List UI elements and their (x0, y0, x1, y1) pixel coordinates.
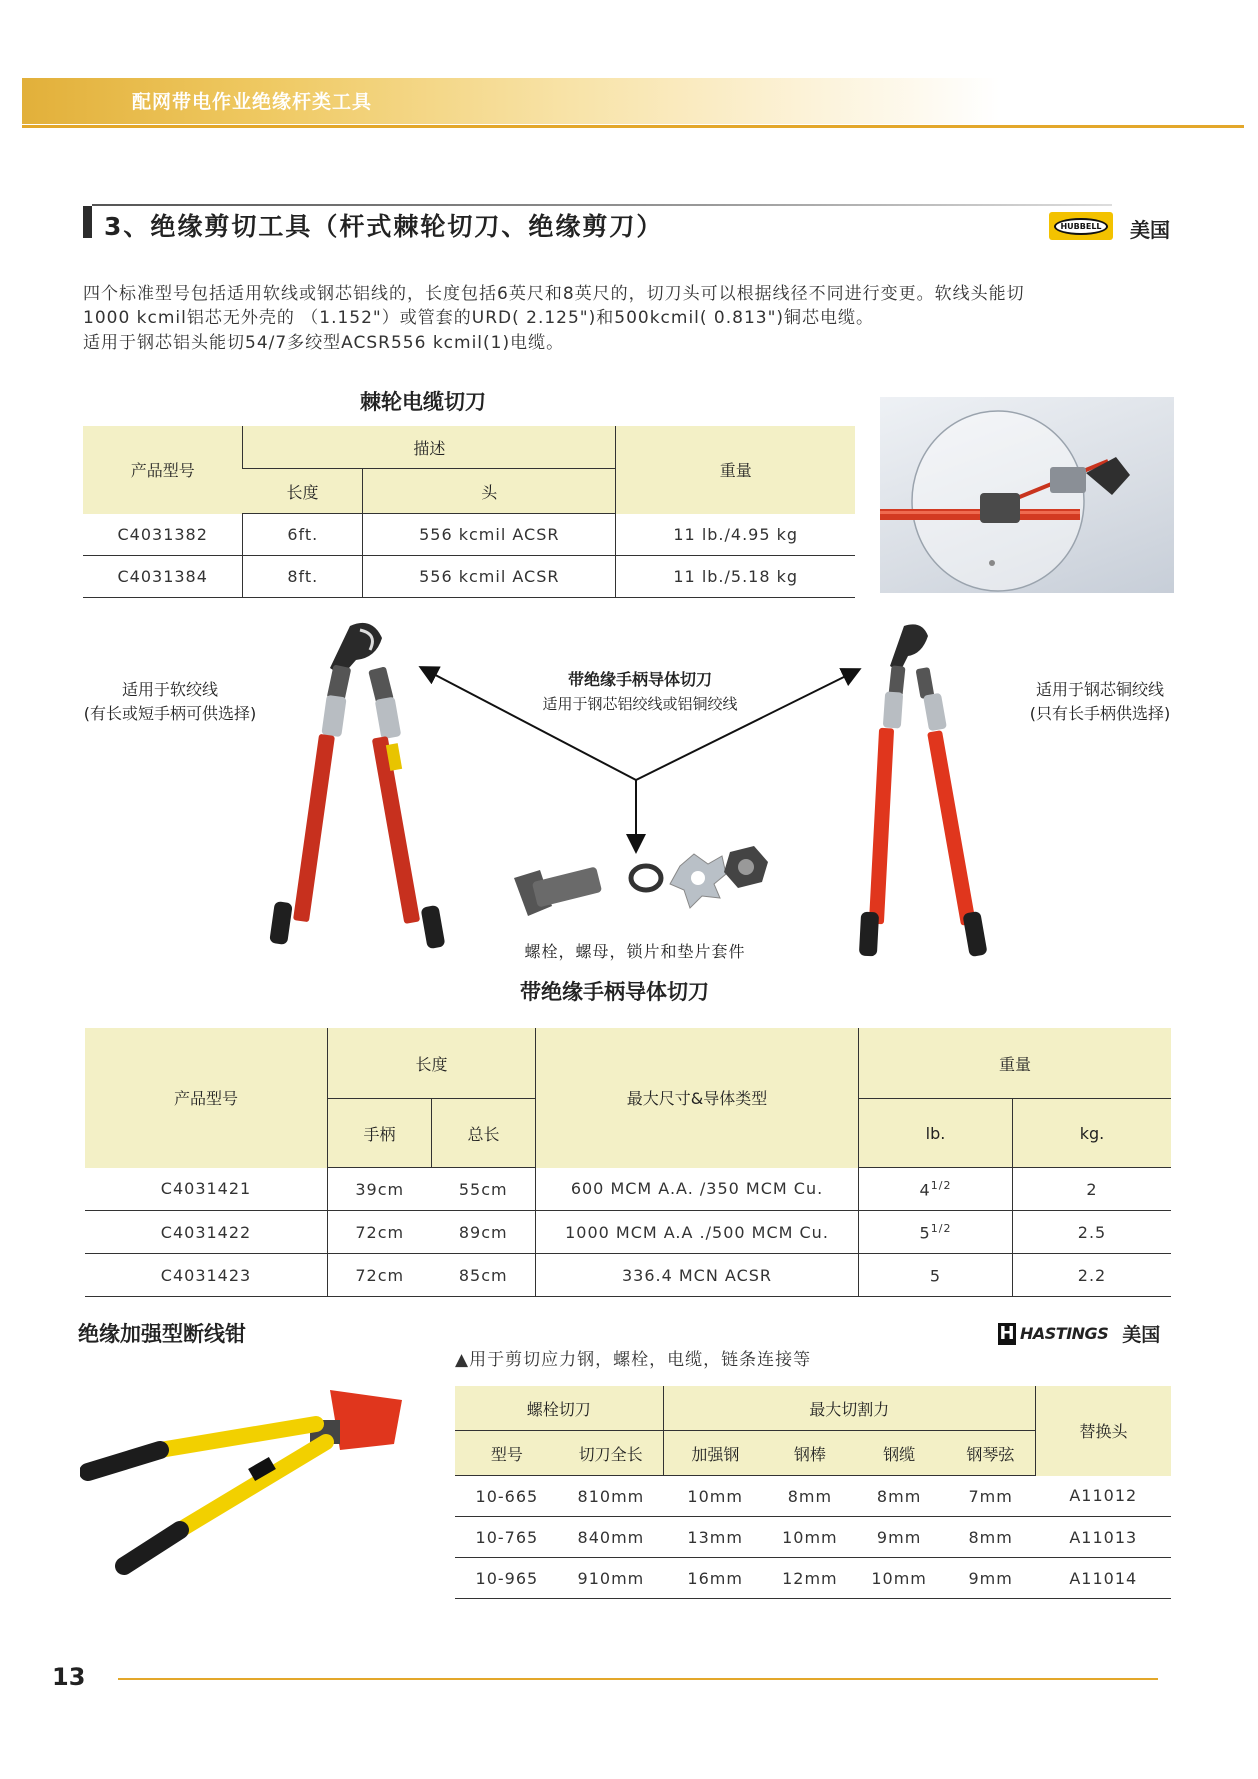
cell-rod: 8mm (767, 1476, 852, 1517)
table-row (85, 1211, 1171, 1254)
cell-max-size: 1000 MCM A.A ./500 MCM Cu. (536, 1211, 859, 1254)
cell-wire: 9mm (946, 1558, 1036, 1599)
table-row (455, 1517, 1171, 1558)
cell-handle: 39cm (328, 1168, 432, 1211)
cell-kg: 2.2 (1013, 1254, 1172, 1297)
cell-total: 55cm (432, 1168, 536, 1211)
section-country: 美国 (1130, 218, 1170, 242)
col-head: 头 (363, 469, 616, 514)
cell-model: 10-665 (455, 1476, 559, 1517)
cell-length: 810mm (559, 1476, 663, 1517)
cell-length: 6ft. (243, 514, 363, 556)
table-row (85, 1254, 1171, 1297)
cell-cable: 9mm (852, 1517, 945, 1558)
section-title: 3、绝缘剪切工具（杆式棘轮切刀、绝缘剪刀） (104, 212, 664, 241)
col-rod: 钢棒 (767, 1431, 852, 1476)
col-max-size: 最大尺寸&导体类型 (536, 1028, 859, 1168)
hastings-country: 美国 (1122, 1324, 1161, 1346)
table-row (455, 1476, 1171, 1517)
col-kg: kg. (1013, 1099, 1172, 1168)
col-model: 产品型号 (85, 1028, 328, 1168)
cell-wire: 8mm (946, 1517, 1036, 1558)
cell-total: 89cm (432, 1211, 536, 1254)
ratchet-cutter-table (83, 426, 855, 598)
col-length: 长度 (328, 1028, 536, 1099)
callout-center-sub: 适用于钢芯铝绞线或铝铜绞线 (542, 695, 738, 713)
col-group-bolt-cutter: 螺栓切刀 (455, 1386, 663, 1431)
cell-rod: 10mm (767, 1517, 852, 1558)
lb-frac: 1/2 (930, 1178, 952, 1192)
col-wire: 钢琴弦 (946, 1431, 1036, 1476)
hastings-logo (998, 1320, 1160, 1347)
table-row (83, 556, 855, 598)
cell-model: C4031382 (83, 514, 243, 556)
callout-left-line2: (有长或短手柄可供选择) (83, 704, 257, 723)
cell-model: 10-965 (455, 1558, 559, 1599)
parts-caption: 螺栓，螺母，锁片和垫片套件 (524, 942, 746, 961)
footer-rule (118, 1678, 1158, 1680)
table-row (455, 1558, 1171, 1599)
bolt-cutter-description: ▲用于剪切应力钢，螺栓，电缆，链条连接等 (455, 1350, 812, 1370)
col-total: 总长 (432, 1099, 536, 1168)
cell-lb (859, 1211, 1013, 1254)
conductor-cutter-table (85, 1028, 1171, 1297)
cell-hardened: 13mm (663, 1517, 767, 1558)
cell-wire: 7mm (946, 1476, 1036, 1517)
cell-total: 85cm (432, 1254, 536, 1297)
cell-rod: 12mm (767, 1558, 852, 1599)
hubbell-logo (1049, 212, 1113, 240)
cell-handle: 72cm (328, 1211, 432, 1254)
cell-length: 840mm (559, 1517, 663, 1558)
section-marker (83, 206, 92, 238)
intro-line-2: 1000 kcmil铝芯无外壳的 （1.152"）或管套的URD( 2.125")和500kcmil( 0.813")铜芯电缆。 (83, 308, 875, 328)
ratchet-cutter-photo (880, 397, 1174, 593)
callout-right-line1: 适用于钢芯铜绞线 (1035, 680, 1164, 699)
callout-center (500, 668, 780, 716)
cell-hardened: 10mm (663, 1476, 767, 1517)
lb-whole: 4 (919, 1180, 931, 1200)
lb-whole: 5 (929, 1266, 942, 1286)
cell-weight: 11 lb./4.95 kg (616, 514, 855, 556)
intro-line-3: 适用于钢芯铝头能切54/7多绞型ACSR556 kcmil(1)电缆。 (83, 333, 565, 353)
cell-length: 910mm (559, 1558, 663, 1599)
col-hardened: 加强钢 (663, 1431, 767, 1476)
hubbell-logo-text: HUBBELL (1054, 218, 1108, 235)
cell-model: C4031422 (85, 1211, 328, 1254)
col-handle: 手柄 (328, 1099, 432, 1168)
hardware-parts-illustration (510, 836, 770, 936)
bolt-cutter-title: 绝缘加强型断线钳 (78, 1322, 246, 1346)
cell-model: 10-765 (455, 1517, 559, 1558)
bolt-cutter-table (455, 1386, 1171, 1599)
cell-lb (859, 1168, 1013, 1211)
callout-right-line2: (只有长手柄供选择) (1029, 704, 1171, 723)
cell-max-size: 600 MCM A.A. /350 MCM Cu. (536, 1168, 859, 1211)
col-replace: 替换头 (1036, 1386, 1171, 1476)
cell-kg: 2.5 (1013, 1211, 1172, 1254)
col-model: 产品型号 (83, 426, 243, 514)
cell-replace: A11013 (1036, 1517, 1171, 1558)
steel-core-cutter-illustration (852, 620, 1032, 960)
cell-hardened: 16mm (663, 1558, 767, 1599)
header-title: 配网带电作业绝缘杆类工具 (132, 91, 373, 113)
lb-frac: 1/2 (930, 1221, 952, 1235)
cell-head: 556 kcmil ACSR (363, 556, 616, 598)
cell-cable: 8mm (852, 1476, 945, 1517)
cell-model: C4031421 (85, 1168, 328, 1211)
ratchet-table-title: 棘轮电缆切刀 (360, 390, 486, 414)
callout-left-line1: 适用于软绞线 (121, 680, 218, 699)
table-row (83, 514, 855, 556)
bolt-cutter-illustration (80, 1380, 420, 1590)
cell-handle: 72cm (328, 1254, 432, 1297)
col-weight: 重量 (616, 426, 855, 514)
cell-head: 556 kcmil ACSR (363, 514, 616, 556)
cell-replace: A11012 (1036, 1476, 1171, 1517)
table-row (85, 1168, 1171, 1211)
cell-model: C4031384 (83, 556, 243, 598)
cell-kg: 2 (1013, 1168, 1172, 1211)
cell-weight: 11 lb./5.18 kg (616, 556, 855, 598)
callout-left (70, 678, 270, 726)
col-length: 切刀全长 (559, 1431, 663, 1476)
header-rule (22, 125, 1244, 128)
lb-whole: 5 (919, 1223, 931, 1243)
col-group-max-cut: 最大切割力 (663, 1386, 1036, 1431)
callout-right (1000, 678, 1200, 726)
hastings-h-icon: H (999, 1322, 1015, 1344)
col-lb: lb. (859, 1099, 1013, 1168)
col-cable: 钢缆 (852, 1431, 945, 1476)
cell-model: C4031423 (85, 1254, 328, 1297)
section-rule (92, 204, 1112, 206)
cell-max-size: 336.4 MCN ACSR (536, 1254, 859, 1297)
cell-cable: 10mm (852, 1558, 945, 1599)
callout-center-title: 带绝缘手柄导体切刀 (567, 670, 712, 689)
cell-lb (859, 1254, 1013, 1297)
col-description: 描述 (243, 426, 616, 469)
col-model: 型号 (455, 1431, 559, 1476)
cell-replace: A11014 (1036, 1558, 1171, 1599)
cutter-table-title: 带绝缘手柄导体切刀 (520, 980, 709, 1004)
hastings-brand: HASTINGS (1020, 1324, 1109, 1343)
page-number: 13 (52, 1663, 86, 1691)
cell-length: 8ft. (243, 556, 363, 598)
col-length: 长度 (243, 469, 363, 514)
intro-line-1: 四个标准型号包括适用软线或钢芯铝线的，长度包括6英尺和8英尺的，切刀头可以根据线径不同进行变更。软线头能切 (83, 284, 1025, 304)
col-weight: 重量 (859, 1028, 1172, 1099)
